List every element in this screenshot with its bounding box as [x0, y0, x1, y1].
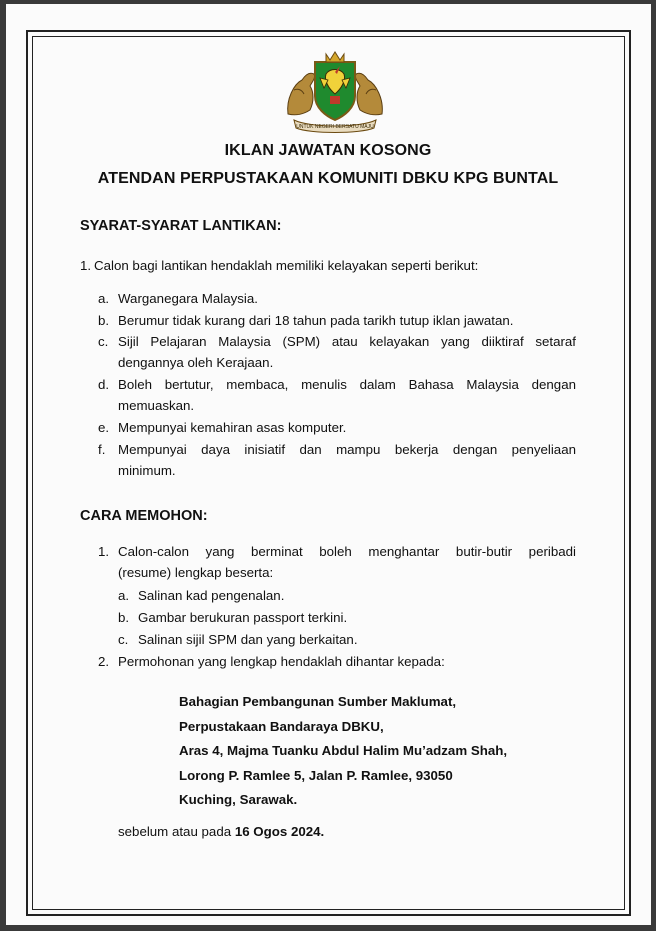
deadline-prefix: sebelum atau pada	[118, 824, 232, 839]
cara-sub-item-text: Salinan kad pengenalan.	[138, 588, 285, 603]
syarat-item-mark: b.	[98, 313, 110, 328]
syarat-item-line: Sijil Pelajaran Malaysia (SPM) atau kelayakan yang diiktiraf setaraf	[118, 334, 576, 349]
syarat-item-line: memuaskan.	[118, 398, 195, 413]
cara-heading: CARA MEMOHON:	[80, 508, 208, 524]
cara-step-1-line-1: Calon-calon yang berminat boleh menghantar butir-butir peribadi	[118, 544, 576, 559]
syarat-item-line: Berumur tidak kurang dari 18 tahun pada tarikh tutup iklan jawatan.	[118, 313, 514, 328]
syarat-intro-number: 1.	[80, 258, 92, 273]
syarat-item-line: minimum.	[118, 463, 176, 478]
address-line: Bahagian Pembangunan Sumber Maklumat,	[179, 694, 457, 709]
cara-sub-item-text: Gambar berukuran passport terkini.	[138, 610, 348, 625]
cara-step-1	[98, 541, 578, 585]
address-block	[179, 690, 507, 813]
svg-text:UNTUK NEGERI BERSATU MAJU: UNTUK NEGERI BERSATU MAJU	[296, 124, 374, 130]
syarat-item-line: Mempunyai kemahiran asas komputer.	[118, 420, 347, 435]
syarat-item-mark: c.	[98, 334, 109, 349]
address-line: Aras 4, Majma Tuanku Abdul Halim Mu’adzam Shah,	[179, 743, 508, 758]
cara-sub-item-text: Salinan sijil SPM dan yang berkaitan.	[138, 632, 358, 647]
syarat-item-mark: e.	[98, 420, 110, 435]
cara-step-1-number: 1.	[98, 544, 110, 559]
syarat-item-line: dengannya oleh Kerajaan.	[118, 355, 274, 370]
syarat-item-mark: d.	[98, 377, 110, 392]
address-line: Kuching, Sarawak.	[179, 792, 298, 807]
address-line: Perpustakaan Bandaraya DBKU,	[179, 718, 384, 734]
cara-sub-item-mark: c.	[118, 632, 129, 647]
syarat-item-mark: f.	[98, 442, 106, 457]
syarat-intro-text: Calon bagi lantikan hendaklah memiliki kelayakan seperti berikut:	[94, 258, 479, 273]
cara-step-2-text: Permohonan yang lengkap hendaklah dihantar kepada:	[118, 654, 445, 669]
syarat-heading: SYARAT-SYARAT LANTIKAN:	[80, 218, 282, 234]
syarat-item-line: Boleh bertutur, membaca, menulis dalam Bahasa Malaysia dengan	[118, 377, 576, 392]
deadline-date: 16 Ogos 2024.	[234, 824, 325, 839]
cara-sub-item-mark: a.	[118, 588, 130, 603]
address-line: Lorong P. Ramlee 5, Jalan P. Ramlee, 93050	[179, 767, 453, 783]
cara-step-2-number: 2.	[98, 654, 110, 669]
title-line-2: ATENDAN PERPUSTAKAAN KOMUNITI DBKU KPG BUNTAL	[97, 170, 559, 187]
syarat-item-line: Mempunyai daya inisiatif dan mampu bekerja dengan penyeliaan	[118, 442, 576, 457]
cara-step-1-line-2: (resume) lengkap beserta:	[118, 565, 274, 580]
syarat-item-mark: a.	[98, 291, 110, 306]
title-line-1: IKLAN JAWATAN KOSONG	[224, 142, 432, 159]
deadline	[118, 821, 324, 842]
cara-sub-item-mark: b.	[118, 610, 130, 625]
syarat-item-line: Warganegara Malaysia.	[118, 291, 258, 306]
crest-logo	[280, 44, 390, 134]
